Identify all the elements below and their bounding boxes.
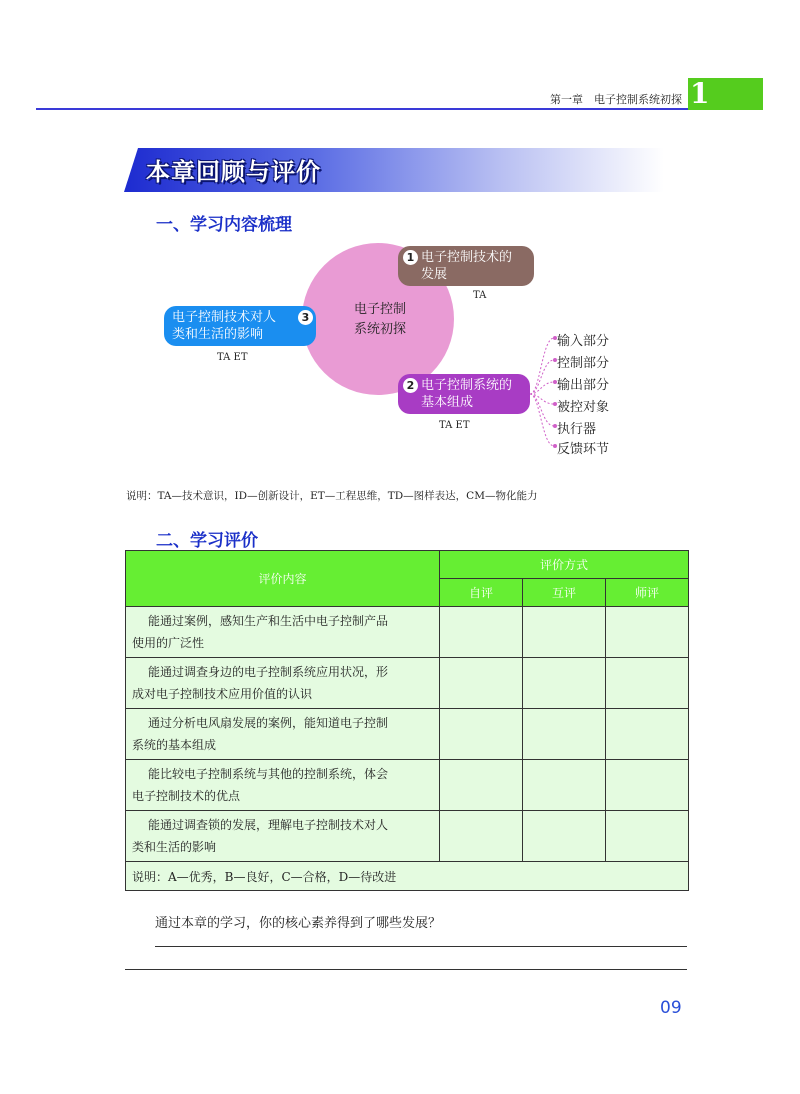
cell-self[interactable] <box>440 658 523 709</box>
row-line2: 使用的广泛性 <box>132 636 205 650</box>
answer-line[interactable] <box>155 946 687 947</box>
evaluation-table <box>125 550 689 891</box>
section2-title: 二、学习评价 <box>156 531 258 551</box>
node-3 <box>164 306 316 346</box>
node-1-label <box>421 249 512 283</box>
row-line1: 能比较电子控制系统与其他的控制系统，体会 <box>148 767 389 781</box>
center-label-line1: 电子控制 <box>353 302 406 317</box>
branch-input: 输入部分 <box>557 334 610 349</box>
cell-teacher[interactable] <box>606 760 689 811</box>
branch-output: 输出部分 <box>557 378 610 393</box>
connector-4 <box>530 394 554 404</box>
section1-title: 一、学习内容梳理 <box>156 215 292 235</box>
node-3-label <box>172 309 276 343</box>
connector-1 <box>530 338 554 394</box>
node-2-number: 2 <box>403 378 418 393</box>
table-row <box>126 709 689 760</box>
node-2-line2: 基本组成 <box>421 395 474 410</box>
node-3-line1: 电子控制技术对人 <box>172 310 277 325</box>
node-1-line1: 电子控制技术的 <box>421 250 513 265</box>
cell-self[interactable] <box>440 760 523 811</box>
chapter-number: 1 <box>690 77 710 110</box>
node-2-label <box>421 377 512 411</box>
cell-peer[interactable] <box>523 760 606 811</box>
cell-teacher[interactable] <box>606 658 689 709</box>
row-content <box>126 658 440 709</box>
table-footnote-row <box>126 862 689 891</box>
banner-title: 本章回顾与评价 <box>146 158 321 186</box>
cell-self[interactable] <box>440 709 523 760</box>
row-line1: 能通过调查身边的电子控制系统应用状况，形 <box>148 665 389 679</box>
table-row <box>126 811 689 862</box>
cell-peer[interactable] <box>523 709 606 760</box>
node-1-line2: 发展 <box>421 267 448 282</box>
row-line1: 能通过案例，感知生产和生活中电子控制产品 <box>148 614 389 628</box>
branch-feedback: 反馈环节 <box>557 442 610 457</box>
node-3-number: 3 <box>298 310 313 325</box>
branch-actuator: 执行器 <box>557 422 597 437</box>
header-peer: 互评 <box>523 579 606 607</box>
cell-teacher[interactable] <box>606 607 689 658</box>
header-content: 评价内容 <box>126 551 440 607</box>
node-2 <box>398 374 530 414</box>
table-row <box>126 658 689 709</box>
table-footnote: 说明：A—优秀，B—良好，C—合格，D—待改进 <box>126 862 689 891</box>
node-3-line2: 类和生活的影响 <box>172 327 264 342</box>
header-rule <box>36 108 763 110</box>
page-number: 09 <box>660 998 682 1018</box>
center-label <box>330 300 430 340</box>
cell-peer[interactable] <box>523 607 606 658</box>
footer-rule <box>125 969 687 970</box>
row-content <box>126 811 440 862</box>
cell-self[interactable] <box>440 811 523 862</box>
cell-teacher[interactable] <box>606 709 689 760</box>
cell-peer[interactable] <box>523 811 606 862</box>
header-teacher: 师评 <box>606 579 689 607</box>
center-label-line2: 系统初探 <box>353 322 406 337</box>
row-line1: 能通过调查锁的发展，理解电子控制技术对人 <box>148 818 389 832</box>
node-2-line1: 电子控制系统的 <box>421 378 513 393</box>
cell-peer[interactable] <box>523 658 606 709</box>
cell-teacher[interactable] <box>606 811 689 862</box>
legend-note: 说明：TA—技术意识，ID—创新设计，ET—工程思维，TD—图样表达，CM—物化能力 <box>126 490 538 502</box>
row-content <box>126 760 440 811</box>
row-content <box>126 607 440 658</box>
header-method: 评价方式 <box>440 551 689 579</box>
branch-control: 控制部分 <box>557 356 610 371</box>
reflection-question: 通过本章的学习，你的核心素养得到了哪些发展？ <box>155 916 442 931</box>
header-self: 自评 <box>440 579 523 607</box>
connector-6 <box>530 394 554 446</box>
node-2-tag: TA ET <box>439 420 470 431</box>
node-1-tag: TA <box>473 290 487 301</box>
branch-controlled-object: 被控对象 <box>557 400 610 415</box>
branch-connectors <box>528 330 560 454</box>
row-line2: 电子控制技术的优点 <box>132 789 241 803</box>
row-line2: 类和生活的影响 <box>132 840 217 854</box>
row-line2: 系统的基本组成 <box>132 738 217 752</box>
node-3-tag: TA ET <box>217 352 248 363</box>
connector-2 <box>530 360 554 394</box>
row-line1: 通过分析电风扇发展的案例，能知道电子控制 <box>148 716 389 730</box>
cell-self[interactable] <box>440 607 523 658</box>
connector-5 <box>530 394 554 426</box>
row-content <box>126 709 440 760</box>
node-1 <box>398 246 534 286</box>
row-line2: 成对电子控制技术应用价值的认识 <box>132 687 313 701</box>
table-row <box>126 607 689 658</box>
node-1-number: 1 <box>403 250 418 265</box>
running-header: 第一章 电子控制系统初探 <box>550 93 682 106</box>
table-row <box>126 760 689 811</box>
